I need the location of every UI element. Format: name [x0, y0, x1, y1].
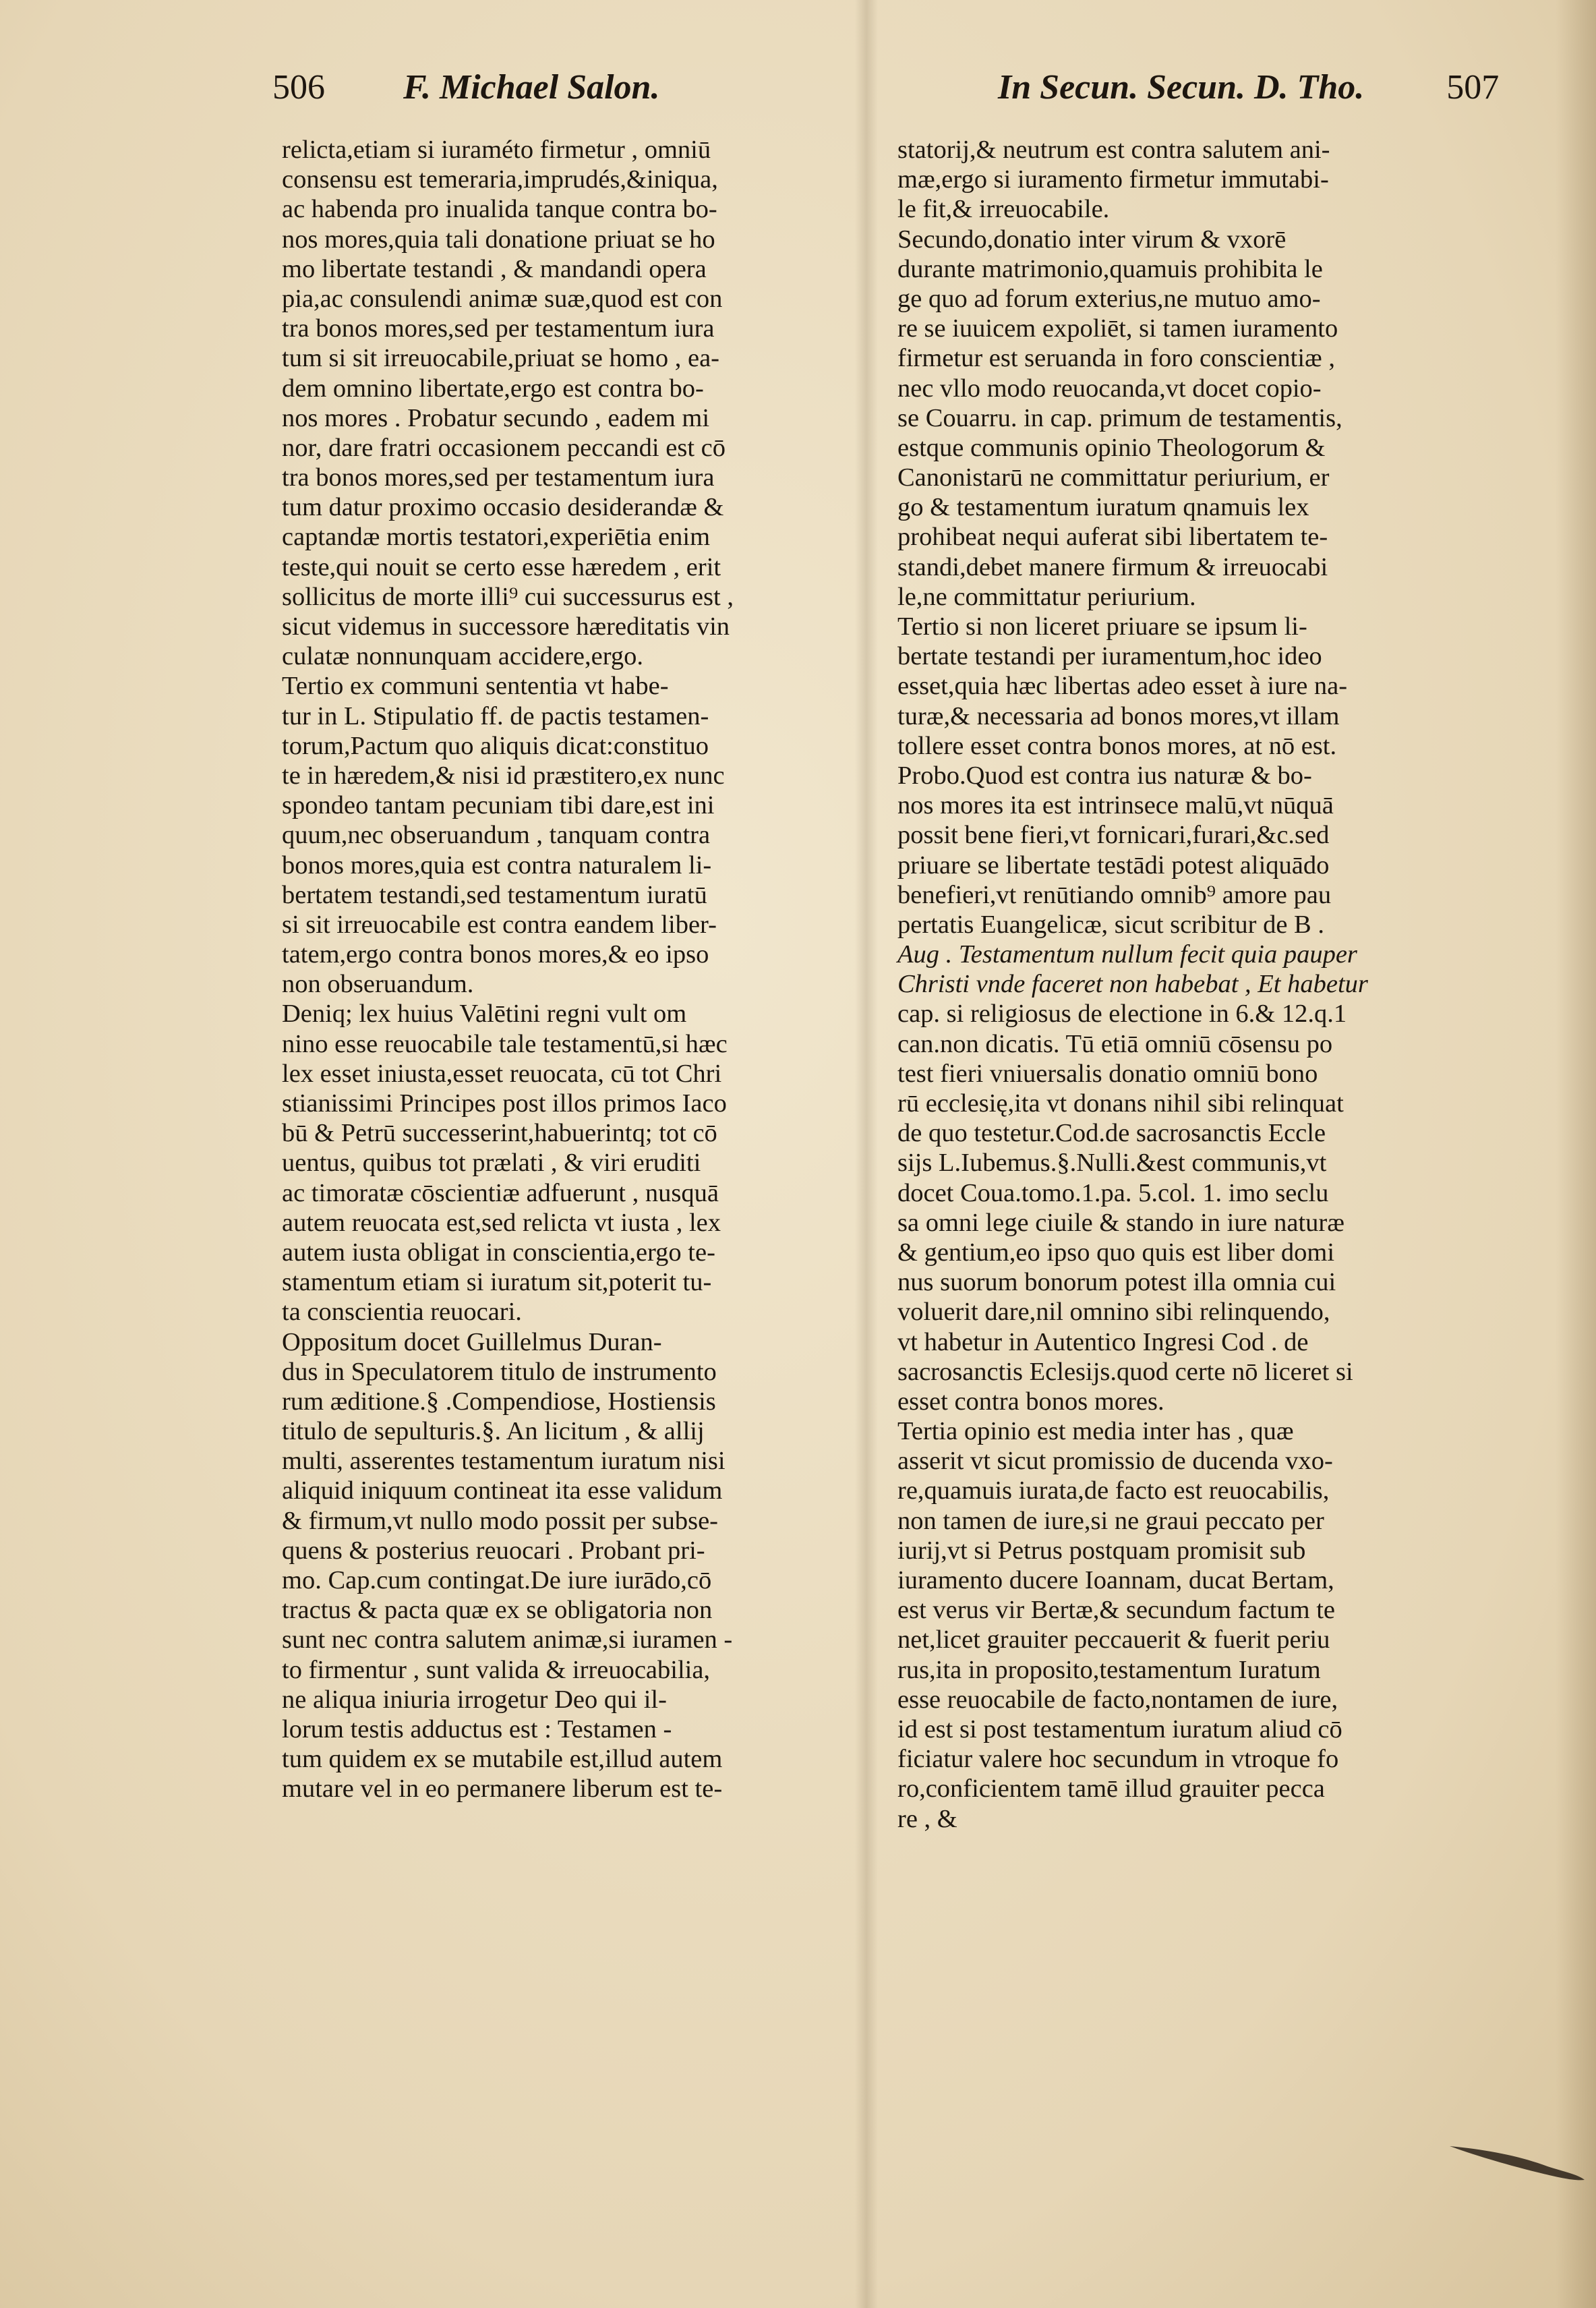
text-line: re se iuuicem expoliēt, si tamen iuramento — [897, 314, 1338, 343]
text-line: iuramento ducere Ioannam, ducat Bertam, — [897, 1566, 1334, 1594]
text-line: Tertio ex communi sententia vt habe- — [282, 672, 669, 701]
right-text-column — [897, 135, 1468, 1834]
text-line: tum quidem ex se mutabile est,illud autem — [282, 1745, 723, 1774]
text-line: tra bonos mores,sed per testamentum iura — [282, 463, 715, 492]
text-line: Oppositum docet Guillelmus Duran- — [282, 1327, 662, 1356]
text-line: voluerit dare,nil omnino sibi relinquendo, — [897, 1298, 1330, 1327]
text-line: Secundo,donatio inter virum & vxorē — [897, 225, 1287, 254]
text-line: id est si post testamentum iuratum aliud cō — [897, 1714, 1342, 1743]
text-line: tur in L. Stipulatio ff. de pactis testamen- — [282, 701, 709, 730]
text-line: esse reuocabile de facto,nontamen de iure, — [897, 1685, 1338, 1714]
text-line: Christi vnde faceret non habebat , Et habetur — [897, 970, 1368, 999]
text-line: ac timoratæ cōscientiæ adfuerunt , nusquā — [282, 1178, 719, 1207]
text-line: sijs L.Iubemus.§.Nulli.&est communis,vt — [897, 1149, 1327, 1178]
text-line: non tamen de iure,si ne graui peccato per — [897, 1506, 1324, 1535]
text-line: Aug . Testamentum nullum fecit quia pauper — [897, 940, 1357, 969]
gutter-shadow — [855, 0, 878, 2308]
text-line: non obseruandum. — [282, 970, 474, 999]
text-line: & gentium,eo ipso quo quis est liber domi — [897, 1238, 1335, 1267]
text-line: dem omnino libertate,ergo est contra bo- — [282, 374, 704, 403]
text-line: sicut videmus in successore hæreditatis vin — [282, 612, 730, 641]
text-line: le,ne committatur periurium. — [897, 582, 1196, 611]
text-line: ge quo ad forum exterius,ne mutuo amo- — [897, 284, 1321, 313]
text-line: & firmum,vt nullo modo possit per subse- — [282, 1506, 718, 1535]
text-line: quum,nec obseruandum , tanquam contra — [282, 821, 711, 850]
text-line: bū & Petrū successerint,habuerintq; tot cō — [282, 1119, 717, 1148]
text-line: sunt nec contra salutem animæ,si iuramen - — [282, 1625, 733, 1654]
text-line: te in hæredem,& nisi id præstitero,ex nunc — [282, 761, 725, 790]
left-text-column — [282, 135, 846, 1804]
text-line: to firmentur , sunt valida & irreuocabilia, — [282, 1655, 711, 1684]
text-line: ta conscientia reuocari. — [282, 1298, 522, 1327]
text-line: esset contra bonos mores. — [897, 1387, 1164, 1416]
text-line: priuare se libertate testādi potest aliquādo — [897, 850, 1330, 879]
brush-smudge — [1446, 2133, 1588, 2187]
text-line: rū ecclesię,ita vt donans nihil sibi relinquat — [897, 1089, 1344, 1118]
text-line: bertate testandi per iuramentum,hoc ideo — [897, 642, 1322, 671]
text-line: asserit vt sicut promissio de ducenda vxo- — [897, 1447, 1333, 1476]
text-line: relicta,etiam si iuraméto firmetur , omniū — [282, 136, 711, 164]
text-line: nino esse reuocabile tale testamentū,si hæc — [282, 1029, 728, 1058]
text-line: lorum testis adductus est : Testamen - — [282, 1714, 672, 1743]
text-line: prohibeat nequi auferat sibi libertatem te- — [897, 523, 1328, 552]
right-page-number: 507 — [1446, 68, 1500, 107]
text-line: estque communis opinio Theologorum & — [897, 433, 1326, 462]
text-line: stianissimi Principes post illos primos Iaco — [282, 1089, 727, 1118]
text-line: durante matrimonio,quamuis prohibita le — [897, 254, 1323, 283]
text-line: bertatem testandi,sed testamentum iuratū — [282, 880, 707, 909]
text-line: Deniq; lex huius Valētini regni vult om — [282, 1000, 687, 1029]
text-line: nus suorum bonorum potest illa omnia cui — [897, 1268, 1336, 1297]
text-line: lex esset iniusta,esset reuocata, cū tot Chri — [282, 1059, 722, 1088]
text-line: Probo.Quod est contra ius naturæ & bo- — [897, 761, 1312, 790]
text-line: mutare vel in eo permanere liberum est te- — [282, 1775, 723, 1804]
text-line: mo. Cap.cum contingat.De iure iurādo,cō — [282, 1566, 712, 1594]
text-line: bonos mores,quia est contra naturalem li- — [282, 850, 712, 879]
text-line: cap. si religiosus de electione in 6.& 12.q.1 — [897, 1000, 1347, 1029]
right-running-title: In Secun. Secun. D. Tho. — [998, 68, 1365, 107]
text-line: teste,qui nouit se certo esse hæredem , erit — [282, 552, 721, 581]
text-line: dus in Speculatorem titulo de instrumento — [282, 1357, 717, 1386]
text-line: nor, dare fratri occasionem peccandi est cō — [282, 433, 726, 462]
text-line: tra bonos mores,sed per testamentum iura — [282, 314, 715, 343]
text-line: vt habetur in Autentico Ingresi Cod . de — [897, 1327, 1309, 1356]
text-line: stamentum etiam si iuratum sit,poterit tu- — [282, 1268, 712, 1297]
text-line: test fieri vniuersalis donatio omniū bono — [897, 1059, 1318, 1088]
text-line: ac habenda pro inualida tanque contra bo- — [282, 195, 717, 224]
text-line: ficiatur valere hoc secundum in vtroque fo — [897, 1745, 1339, 1774]
text-line: statorij,& neutrum est contra salutem ani- — [897, 136, 1330, 164]
left-page-number: 506 — [272, 68, 325, 107]
text-line: sollicitus de morte illi⁹ cui successurus est , — [282, 582, 734, 611]
right-page-header — [998, 70, 1499, 105]
text-line: can.non dicatis. Tū etiā omniū cōsensu po — [897, 1029, 1333, 1058]
left-running-title: F. Michael Salon. — [403, 68, 660, 107]
text-line: re,quamuis iurata,de facto est reuocabilis, — [897, 1476, 1330, 1505]
text-line: le fit,& irreuocabile. — [897, 195, 1110, 224]
text-line: uentus, quibus tot prælati , & viri eruditi — [282, 1149, 701, 1178]
text-line: culatæ nonnunquam accidere,ergo. — [282, 642, 643, 671]
text-line: ne aliqua iniuria irrogetur Deo qui il- — [282, 1685, 667, 1714]
text-line: nos mores,quia tali donatione priuat se ho — [282, 225, 715, 254]
text-line: rus,ita in proposito,testamentum Iuratum — [897, 1655, 1321, 1684]
text-line: ro,conficientem tamē illud grauiter pecca — [897, 1775, 1325, 1804]
text-line: iurij,vt si Petrus postquam promisit sub — [897, 1536, 1306, 1565]
text-line: firmetur est seruanda in foro conscientiæ , — [897, 344, 1335, 373]
text-line: multi, asserentes testamentum iuratum nisi — [282, 1447, 726, 1476]
text-line: quens & posterius reuocari . Probant pri- — [282, 1536, 705, 1565]
text-line: pertatis Euangelicæ, sicut scribitur de B . — [897, 910, 1324, 939]
text-line: autem iusta obligat in conscientia,ergo te- — [282, 1238, 715, 1267]
text-line: Canonistarū ne committatur periurium, er — [897, 463, 1330, 492]
text-line: benefieri,vt renūtiando omnib⁹ amore pau — [897, 880, 1332, 909]
text-line: nec vllo modo reuocanda,vt docet copio- — [897, 374, 1322, 403]
text-line: est verus vir Bertæ,& secundum factum te — [897, 1596, 1335, 1625]
text-line: se Couarru. in cap. primum de testamentis, — [897, 403, 1342, 432]
text-line: pia,ac consulendi animæ suæ,quod est con — [282, 284, 723, 313]
text-line: titulo de sepulturis.§. An licitum , & allij — [282, 1417, 705, 1446]
text-line: autem reuocata est,sed relicta vt iusta , lex — [282, 1208, 721, 1237]
text-line: net,licet grauiter peccauerit & fuerit periu — [897, 1625, 1330, 1654]
text-line: nos mores ita est intrinsece malū,vt nūquā — [897, 791, 1334, 820]
text-line: mo libertate testandi , & mandandi opera — [282, 254, 707, 283]
text-line: go & testamentum iuratum qnamuis lex — [897, 493, 1309, 522]
text-line: re , & — [897, 1804, 957, 1833]
text-line: docet Coua.tomo.1.pa. 5.col. 1. imo seclu — [897, 1178, 1329, 1207]
text-line: mæ,ergo si iuramento firmetur immutabi- — [897, 165, 1329, 194]
text-line: torum,Pactum quo aliquis dicat:constituo — [282, 731, 709, 760]
text-line: tum datur proximo occasio desiderandæ & — [282, 493, 724, 522]
text-line: captandæ mortis testatori,experiētia enim — [282, 523, 711, 552]
text-line: consensu est temeraria,imprudés,&iniqua, — [282, 165, 718, 194]
left-page-header — [272, 70, 659, 105]
text-line: tum si sit irreuocabile,priuat se homo , ea- — [282, 344, 719, 373]
text-line: tatem,ergo contra bonos mores,& eo ipso — [282, 940, 709, 969]
text-line: possit bene fieri,vt fornicari,furari,&c.sed — [897, 821, 1330, 850]
text-line: turæ,& necessaria ad bonos mores,vt illam — [897, 701, 1340, 730]
text-line: rum æditione.§ .Compendiose, Hostiensis — [282, 1387, 716, 1416]
text-line: sacrosanctis Eclesijs.quod certe nō liceret si — [897, 1357, 1353, 1386]
text-line: tractus & pacta quæ ex se obligatoria non — [282, 1596, 713, 1625]
text-line: sa omni lege ciuile & stando in iure naturæ — [897, 1208, 1344, 1237]
page-edge-shade — [1556, 0, 1596, 2308]
text-line: standi,debet manere firmum & irreuocabi — [897, 552, 1328, 581]
text-line: nos mores . Probatur secundo , eadem mi — [282, 403, 710, 432]
text-line: spondeo tantam pecuniam tibi dare,est ini — [282, 791, 715, 820]
text-line: Tertio si non liceret priuare se ipsum li- — [897, 612, 1307, 641]
text-line: tollere esset contra bonos mores, at nō est. — [897, 731, 1337, 760]
text-line: esset,quia hæc libertas adeo esset à iure na- — [897, 672, 1348, 701]
text-line: si sit irreuocabile est contra eandem liber- — [282, 910, 717, 939]
text-line: Tertia opinio est media inter has , quæ — [897, 1417, 1294, 1446]
text-line: de quo testetur.Cod.de sacrosanctis Eccle — [897, 1119, 1326, 1148]
text-line: aliquid iniquum contineat ita esse validum — [282, 1476, 723, 1505]
